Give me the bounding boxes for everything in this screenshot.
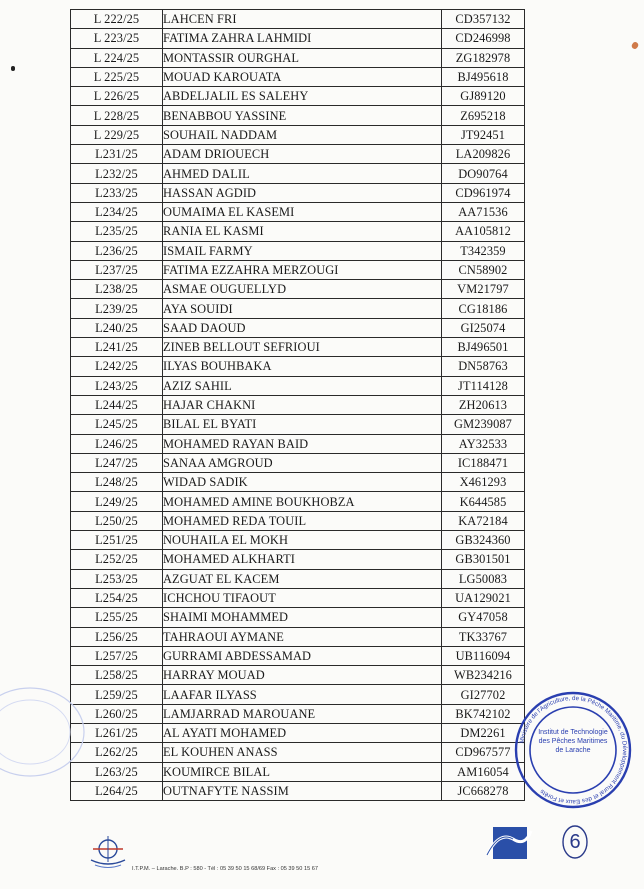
registration-number: L262/25 bbox=[71, 743, 163, 762]
candidate-name: MOHAMED ALKHARTI bbox=[163, 550, 442, 569]
page-number bbox=[560, 822, 590, 862]
candidate-name: GURRAMI ABDESSAMAD bbox=[163, 646, 442, 665]
id-number: CN58902 bbox=[442, 260, 525, 279]
registration-number: L248/25 bbox=[71, 473, 163, 492]
candidate-name: ZINEB BELLOUT SEFRIOUI bbox=[163, 338, 442, 357]
id-number: ZH20613 bbox=[442, 395, 525, 414]
table-row bbox=[71, 453, 525, 472]
id-number: KA72184 bbox=[442, 511, 525, 530]
candidate-name: HAJAR CHAKNI bbox=[163, 395, 442, 414]
id-number: LA209826 bbox=[442, 145, 525, 164]
candidate-name: LAHCEN FRI bbox=[163, 10, 442, 29]
table-row bbox=[71, 29, 525, 48]
table-row bbox=[71, 723, 525, 742]
candidate-name: MOUAD KAROUATA bbox=[163, 67, 442, 86]
candidate-name: LAMJARRAD MAROUANE bbox=[163, 704, 442, 723]
table-row bbox=[71, 569, 525, 588]
id-number: BK742102 bbox=[442, 704, 525, 723]
registration-number: L237/25 bbox=[71, 260, 163, 279]
candidate-name: ADAM DRIOUECH bbox=[163, 145, 442, 164]
registration-number: L 226/25 bbox=[71, 87, 163, 106]
table-row bbox=[71, 743, 525, 762]
candidate-name: FATIMA EZZAHRA MERZOUGI bbox=[163, 260, 442, 279]
table-row bbox=[71, 357, 525, 376]
table-row bbox=[71, 87, 525, 106]
registration-number: L259/25 bbox=[71, 685, 163, 704]
registration-number: L231/25 bbox=[71, 145, 163, 164]
candidate-name: MONTASSIR OURGHAL bbox=[163, 48, 442, 67]
id-number: UA129021 bbox=[442, 588, 525, 607]
itpm-logo bbox=[85, 832, 131, 870]
table-row bbox=[71, 531, 525, 550]
table-row bbox=[71, 202, 525, 221]
registration-number: L 223/25 bbox=[71, 29, 163, 48]
table-row bbox=[71, 704, 525, 723]
candidate-name: ISMAIL FARMY bbox=[163, 241, 442, 260]
table-row bbox=[71, 280, 525, 299]
candidate-name: MOHAMED AMINE BOUKHOBZA bbox=[163, 492, 442, 511]
ink-speck bbox=[631, 41, 640, 50]
table-row bbox=[71, 241, 525, 260]
registration-number: L257/25 bbox=[71, 646, 163, 665]
id-number: GM239087 bbox=[442, 415, 525, 434]
table-row bbox=[71, 492, 525, 511]
table-row bbox=[71, 608, 525, 627]
registration-number: L255/25 bbox=[71, 608, 163, 627]
candidate-name: BILAL EL BYATI bbox=[163, 415, 442, 434]
table-row bbox=[71, 666, 525, 685]
candidate-name: ASMAE OUGUELLYD bbox=[163, 280, 442, 299]
id-number: GB301501 bbox=[442, 550, 525, 569]
id-number: IC188471 bbox=[442, 453, 525, 472]
candidate-name: AZGUAT EL KACEM bbox=[163, 569, 442, 588]
id-number: UB116094 bbox=[442, 646, 525, 665]
id-number: AA71536 bbox=[442, 202, 525, 221]
registration-number: L263/25 bbox=[71, 762, 163, 781]
table-row bbox=[71, 222, 525, 241]
id-number: T342359 bbox=[442, 241, 525, 260]
id-number: BJ495618 bbox=[442, 67, 525, 86]
table-row bbox=[71, 318, 525, 337]
page-number-text: 6 bbox=[569, 831, 581, 853]
candidate-name: MOHAMED REDA TOUIL bbox=[163, 511, 442, 530]
seal-outer-text: Ministère de l'Agriculture, de la Pêche Maritime, du Développement Rural et des Eaux et Forêts bbox=[518, 694, 629, 806]
candidate-name: AZIZ SAHIL bbox=[163, 376, 442, 395]
registration-number: L245/25 bbox=[71, 415, 163, 434]
candidate-name: EL KOUHEN ANASS bbox=[163, 743, 442, 762]
table-row bbox=[71, 48, 525, 67]
registration-number: L252/25 bbox=[71, 550, 163, 569]
candidate-name: AL AYATI MOHAMED bbox=[163, 723, 442, 742]
roster-body bbox=[71, 10, 525, 801]
candidate-name: KOUMIRCE BILAL bbox=[163, 762, 442, 781]
registration-number: L260/25 bbox=[71, 704, 163, 723]
registration-number: L 225/25 bbox=[71, 67, 163, 86]
id-number: VM21797 bbox=[442, 280, 525, 299]
id-number: K644585 bbox=[442, 492, 525, 511]
id-number: AA105812 bbox=[442, 222, 525, 241]
id-number: GI27702 bbox=[442, 685, 525, 704]
seal-inner-text: Institut de Technologie des Pêches Maritimes de Larache bbox=[538, 729, 608, 754]
candidate-name: MOHAMED RAYAN BAID bbox=[163, 434, 442, 453]
id-number: DO90764 bbox=[442, 164, 525, 183]
table-row bbox=[71, 646, 525, 665]
id-number: JT114128 bbox=[442, 376, 525, 395]
table-row bbox=[71, 164, 525, 183]
candidate-name: WIDAD SADIK bbox=[163, 473, 442, 492]
candidate-name: ABDELJALIL ES SALEHY bbox=[163, 87, 442, 106]
candidate-name: AHMED DALIL bbox=[163, 164, 442, 183]
id-number: TK33767 bbox=[442, 627, 525, 646]
registration-number: L251/25 bbox=[71, 531, 163, 550]
registration-number: L246/25 bbox=[71, 434, 163, 453]
candidate-name: SOUHAIL NADDAM bbox=[163, 125, 442, 144]
candidate-name: SHAIMI MOHAMMED bbox=[163, 608, 442, 627]
official-seal bbox=[513, 690, 633, 810]
table-row bbox=[71, 762, 525, 781]
registration-number: L247/25 bbox=[71, 453, 163, 472]
table-row bbox=[71, 473, 525, 492]
candidate-name: HASSAN AGDID bbox=[163, 183, 442, 202]
footer-address: I.T.P.M. – Larache. B.P : 580 - Tél : 05 39 50 15 68/69 Fax : 05 39 50 15 67 bbox=[132, 866, 318, 872]
table-row bbox=[71, 260, 525, 279]
table-row bbox=[71, 395, 525, 414]
candidate-name: SAAD DAOUD bbox=[163, 318, 442, 337]
table-row bbox=[71, 106, 525, 125]
id-number: CG18186 bbox=[442, 299, 525, 318]
registration-number: L 224/25 bbox=[71, 48, 163, 67]
id-number: GB324360 bbox=[442, 531, 525, 550]
registration-number: L261/25 bbox=[71, 723, 163, 742]
registration-number: L242/25 bbox=[71, 357, 163, 376]
id-number: X461293 bbox=[442, 473, 525, 492]
candidate-name: ICHCHOU TIFAOUT bbox=[163, 588, 442, 607]
id-number: GJ89120 bbox=[442, 87, 525, 106]
table-row bbox=[71, 125, 525, 144]
table-row bbox=[71, 511, 525, 530]
candidate-name: BENABBOU YASSINE bbox=[163, 106, 442, 125]
registration-number: L253/25 bbox=[71, 569, 163, 588]
candidate-name: LAAFAR ILYASS bbox=[163, 685, 442, 704]
table-row bbox=[71, 627, 525, 646]
candidate-name: TAHRAOUI AYMANE bbox=[163, 627, 442, 646]
registration-number: L250/25 bbox=[71, 511, 163, 530]
candidate-name: RANIA EL KASMI bbox=[163, 222, 442, 241]
candidate-name: ILYAS BOUHBAKA bbox=[163, 357, 442, 376]
id-number: Z695218 bbox=[442, 106, 525, 125]
candidate-name: OUTNAFYTE NASSIM bbox=[163, 781, 442, 800]
registration-number: L232/25 bbox=[71, 164, 163, 183]
id-number: CD246998 bbox=[442, 29, 525, 48]
table-row bbox=[71, 588, 525, 607]
table-row bbox=[71, 434, 525, 453]
ink-dot bbox=[11, 66, 15, 71]
table-row bbox=[71, 781, 525, 800]
faint-stamp bbox=[0, 680, 92, 780]
id-number: ZG182978 bbox=[442, 48, 525, 67]
wave-logo bbox=[485, 825, 533, 861]
id-number: AY32533 bbox=[442, 434, 525, 453]
id-number: LG50083 bbox=[442, 569, 525, 588]
table-row bbox=[71, 299, 525, 318]
id-number: GY47058 bbox=[442, 608, 525, 627]
id-number: CD961974 bbox=[442, 183, 525, 202]
candidate-name: SANAA AMGROUD bbox=[163, 453, 442, 472]
registration-number: L264/25 bbox=[71, 781, 163, 800]
registration-number: L243/25 bbox=[71, 376, 163, 395]
registration-number: L238/25 bbox=[71, 280, 163, 299]
table-row bbox=[71, 685, 525, 704]
registration-number: L240/25 bbox=[71, 318, 163, 337]
table-row bbox=[71, 550, 525, 569]
candidate-name: HARRAY MOUAD bbox=[163, 666, 442, 685]
table-row bbox=[71, 183, 525, 202]
id-number: CD357132 bbox=[442, 10, 525, 29]
registration-number: L249/25 bbox=[71, 492, 163, 511]
registration-number: L244/25 bbox=[71, 395, 163, 414]
roster-table bbox=[70, 9, 525, 801]
candidate-name: AYA SOUIDI bbox=[163, 299, 442, 318]
registration-number: L239/25 bbox=[71, 299, 163, 318]
registration-number: L241/25 bbox=[71, 338, 163, 357]
id-number: CD967577 bbox=[442, 743, 525, 762]
registration-number: L256/25 bbox=[71, 627, 163, 646]
registration-number: L254/25 bbox=[71, 588, 163, 607]
registration-number: L236/25 bbox=[71, 241, 163, 260]
table-row bbox=[71, 145, 525, 164]
candidate-name: NOUHAILA EL MOKH bbox=[163, 531, 442, 550]
table-row bbox=[71, 10, 525, 29]
registration-number: L 229/25 bbox=[71, 125, 163, 144]
registration-number: L233/25 bbox=[71, 183, 163, 202]
candidate-name: OUMAIMA EL KASEMI bbox=[163, 202, 442, 221]
registration-number: L235/25 bbox=[71, 222, 163, 241]
table-row bbox=[71, 415, 525, 434]
candidate-name: FATIMA ZAHRA LAHMIDI bbox=[163, 29, 442, 48]
table-row bbox=[71, 376, 525, 395]
table-row bbox=[71, 67, 525, 86]
id-number: AM16054 bbox=[442, 762, 525, 781]
registration-number: L258/25 bbox=[71, 666, 163, 685]
registration-number: L 222/25 bbox=[71, 10, 163, 29]
registration-number: L234/25 bbox=[71, 202, 163, 221]
id-number: JT92451 bbox=[442, 125, 525, 144]
id-number: JC668278 bbox=[442, 781, 525, 800]
registration-number: L 228/25 bbox=[71, 106, 163, 125]
id-number: DN58763 bbox=[442, 357, 525, 376]
id-number: WB234216 bbox=[442, 666, 525, 685]
id-number: BJ496501 bbox=[442, 338, 525, 357]
table-row bbox=[71, 338, 525, 357]
id-number: GI25074 bbox=[442, 318, 525, 337]
id-number: DM2261 bbox=[442, 723, 525, 742]
